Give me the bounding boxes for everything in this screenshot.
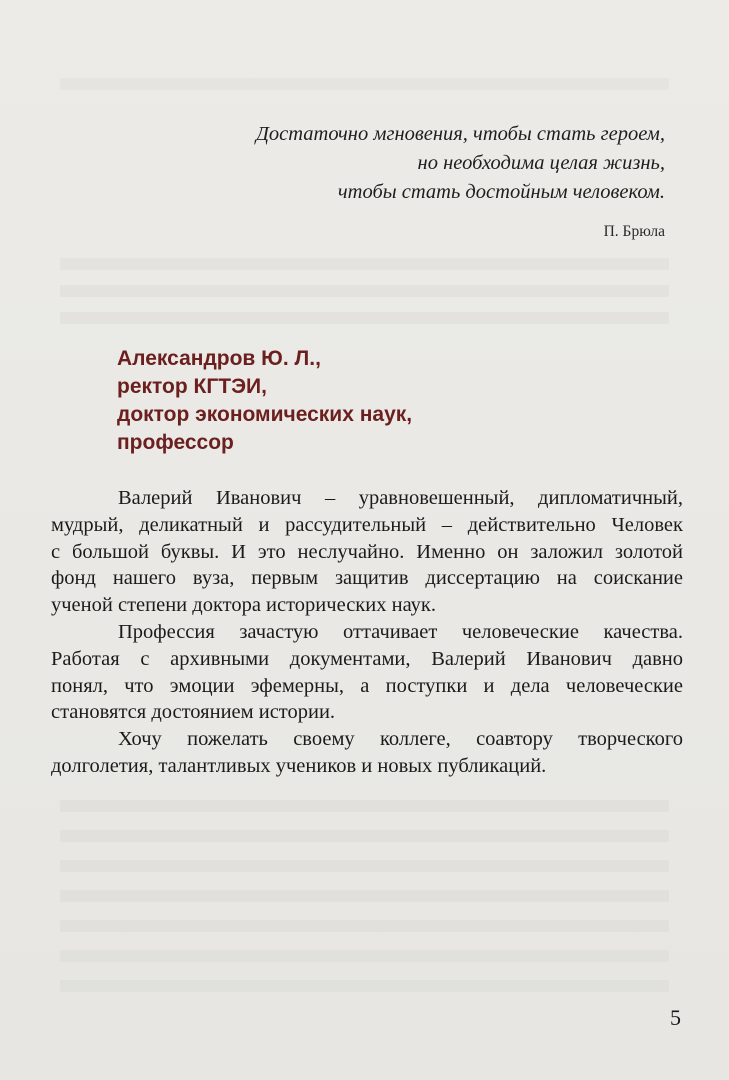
author-degree: доктор экономических наук, bbox=[117, 403, 413, 426]
paragraph-line: Работая с архивными документами, Валерий Иванович давно bbox=[51, 647, 683, 670]
paragraph-line: долголетия, талантливых учеников и новых публикаций. bbox=[51, 754, 547, 777]
author-position: ректор КГТЭИ, bbox=[117, 375, 267, 398]
paragraph-line: Хочу пожелать своему коллеге, соавтору творческого bbox=[118, 728, 683, 751]
bleed-through-line bbox=[60, 285, 669, 297]
bleed-through-line bbox=[60, 860, 669, 872]
paragraph-line: с большой буквы. И это неслучайно. Именно он заложил золотой bbox=[51, 540, 683, 563]
paragraph-line: Профессия зачастую оттачивает человеческие качества. bbox=[118, 620, 683, 643]
paragraph-line: мудрый, деликатный и рассудительный – действительно Человек bbox=[51, 513, 683, 536]
epigraph bbox=[165, 120, 665, 207]
author-name: Александров Ю. Л., bbox=[117, 347, 321, 370]
paragraph-line: фонд нашего вуза, первым защитив диссертацию на соискание bbox=[51, 567, 683, 590]
bleed-through-line bbox=[60, 890, 669, 902]
epigraph-author: П. Брюла bbox=[603, 223, 665, 240]
epigraph-line: Достаточно мгновения, чтобы стать героем, bbox=[255, 123, 665, 145]
paragraph-line: Валерий Иванович – уравновешенный, дипломатичный, bbox=[118, 487, 683, 509]
author-block bbox=[117, 345, 412, 457]
epigraph-line: но необходима целая жизнь, bbox=[417, 152, 665, 174]
bleed-through-line bbox=[60, 920, 669, 932]
epigraph-line: чтобы стать достойным человеком. bbox=[337, 181, 665, 203]
page-number: 5 bbox=[670, 1005, 681, 1030]
bleed-through-line bbox=[60, 78, 669, 90]
bleed-through-line bbox=[60, 830, 669, 842]
bleed-through-line bbox=[60, 258, 669, 270]
paragraph-line: становятся достоянием истории. bbox=[51, 701, 336, 724]
body-text bbox=[51, 485, 683, 780]
paragraph-line: ученой степени доктора исторических наук. bbox=[51, 594, 436, 617]
bleed-through-line bbox=[60, 312, 669, 324]
bleed-through-line bbox=[60, 950, 669, 962]
bleed-through-line bbox=[60, 980, 669, 992]
author-title: профессор bbox=[117, 431, 234, 454]
bleed-through-line bbox=[60, 800, 669, 812]
paragraph-line: понял, что эмоции эфемерны, а поступки и дела человеческие bbox=[51, 674, 683, 697]
